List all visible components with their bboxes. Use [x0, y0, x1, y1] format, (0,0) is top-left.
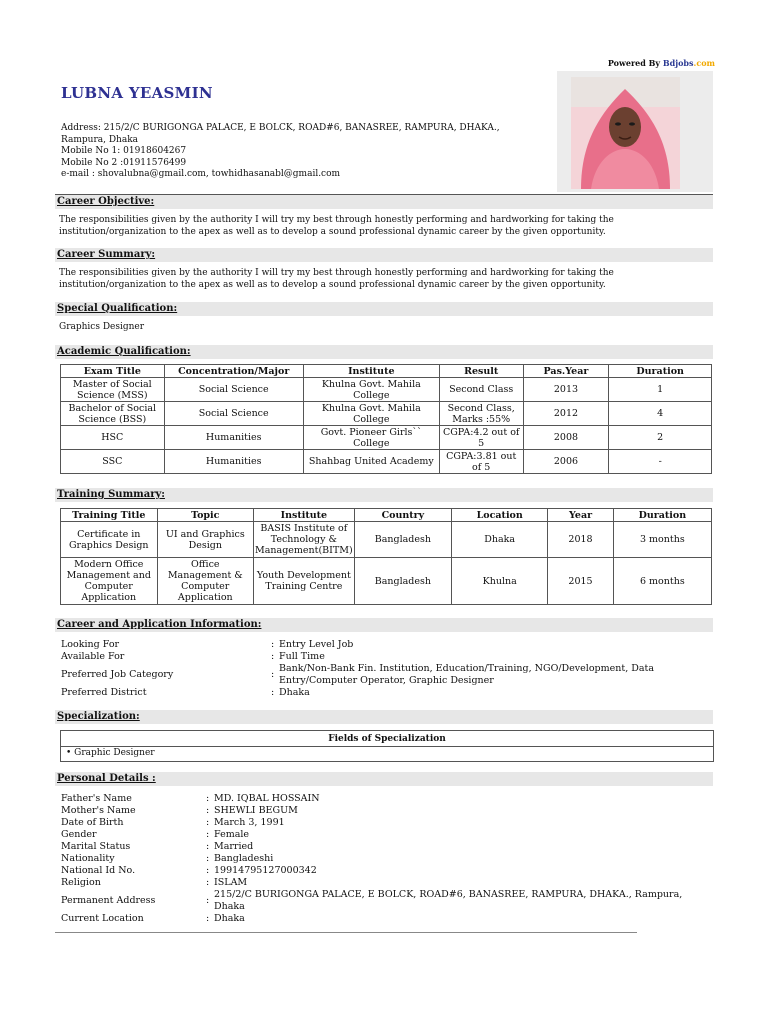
table-cell: HSC: [61, 426, 165, 450]
colon: :: [206, 829, 210, 840]
field-value: 215/2/C BURIGONGA PALACE, E BOLCK, ROAD#6, BANASREE, RAMPURA, DHAKA., Rampura, Dhaka: [214, 889, 683, 912]
colon: :: [271, 651, 275, 662]
field-value: MD. IQBAL HOSSAIN: [214, 793, 320, 804]
table-row: [61, 522, 712, 558]
table-cell: Second Class: [439, 378, 523, 402]
table-row: [61, 558, 712, 605]
list-item: [61, 687, 671, 699]
table-cell: UI and Graphics Design: [157, 522, 254, 558]
footer-divider: [55, 932, 637, 933]
list-item: [61, 805, 691, 817]
table-cell: 1: [609, 378, 712, 402]
section-title: Special Qualification:: [57, 303, 178, 314]
section-training-summary: [55, 488, 713, 502]
colon: :: [271, 687, 275, 698]
column-header: Result: [439, 365, 523, 378]
list-item: [61, 639, 671, 651]
table-cell: 6 months: [613, 558, 711, 605]
special-qualification-text: Graphics Designer: [59, 322, 145, 332]
field-label: Mother's Name: [61, 805, 136, 816]
field-value: Dhaka: [214, 913, 245, 924]
table-cell: 2006: [523, 450, 609, 474]
career-objective-text: The responsibilities given by the authority I will try my best through honestly performing and hardworking for taking the institution/organization to the apex as well as to develop a sound professional dynamic career by the given opportunity.: [59, 215, 614, 237]
table-row: [61, 426, 712, 450]
colon: :: [206, 817, 210, 828]
list-item: [61, 651, 671, 663]
column-header: Pas.Year: [523, 365, 609, 378]
column-header: Topic: [157, 509, 254, 522]
table-cell: Youth Development Training Centre: [254, 558, 355, 605]
list-item: [61, 889, 691, 913]
field-label: Preferred District: [61, 687, 147, 698]
section-career-application: [55, 618, 713, 632]
section-special-qualification: [55, 302, 713, 316]
section-title: Training Summary:: [57, 489, 165, 500]
field-value: March 3, 1991: [214, 817, 285, 828]
field-value: Married: [214, 841, 254, 852]
table-cell: Certificate in Graphics Design: [61, 522, 158, 558]
table-cell: CGPA:3.81 out of 5: [439, 450, 523, 474]
colon: :: [206, 913, 210, 924]
colon: :: [206, 877, 210, 888]
powered-prefix: Powered By: [607, 58, 663, 68]
table-cell: 2013: [523, 378, 609, 402]
list-item: [61, 829, 691, 841]
field-label: National Id No.: [61, 865, 136, 876]
section-specialization: [55, 710, 713, 724]
career-summary-text: The responsibilities given by the authority I will try my best through honestly performing and hardworking for taking the institution/organization to the apex as well as to develop a sound professional dynamic career by the given opportunity.: [59, 268, 614, 290]
field-value: Full Time: [279, 651, 325, 662]
field-value: Bank/Non-Bank Fin. Institution, Education/Training, NGO/Development, Data Entry/Computer Operator, Graphic Designer: [279, 663, 654, 686]
field-label: Looking For: [61, 639, 120, 650]
academic-table: [60, 364, 712, 474]
colon: :: [271, 639, 275, 650]
table-cell: 2012: [523, 402, 609, 426]
field-value: ISLAM: [214, 877, 248, 888]
column-header: Institute: [254, 509, 355, 522]
table-cell: 2018: [548, 522, 613, 558]
section-title: Personal Details :: [57, 773, 156, 784]
table-cell: Bachelor of Social Science (BSS): [61, 402, 165, 426]
section-career-summary: [55, 248, 713, 262]
section-academic-qualification: [55, 345, 713, 359]
table-cell: 3 months: [613, 522, 711, 558]
list-item: [61, 793, 691, 805]
table-cell: Office Management & Computer Application: [157, 558, 254, 605]
training-table: [60, 508, 712, 605]
section-title: Career Objective:: [57, 196, 155, 207]
section-title: Career Summary:: [57, 249, 156, 260]
list-item: [61, 865, 691, 877]
mobile-1: Mobile No 1: 01918604267: [61, 146, 187, 156]
table-cell: 4: [609, 402, 712, 426]
address-line: Address: 215/2/C BURIGONGA PALACE, E BOLCK, ROAD#6, BANASREE, RAMPURA, DHAKA., Rampura, Dhaka: [61, 123, 500, 145]
field-label: Current Location: [61, 913, 144, 924]
field-label: Religion: [61, 877, 101, 888]
table-cell: Social Science: [164, 402, 303, 426]
table-cell: Bangladesh: [354, 558, 451, 605]
photo-frame: [557, 71, 713, 192]
list-item: [61, 817, 691, 829]
colon: :: [206, 895, 210, 906]
field-label: Father's Name: [61, 793, 132, 804]
personal-details-list: [61, 793, 691, 925]
colon: :: [206, 865, 210, 876]
column-header: Country: [354, 509, 451, 522]
section-career-objective: [55, 195, 713, 209]
column-header: Concentration/Major: [164, 365, 303, 378]
field-label: Nationality: [61, 853, 115, 864]
field-value: Dhaka: [279, 687, 310, 698]
colon: :: [206, 805, 210, 816]
list-item: [61, 877, 691, 889]
colon: :: [206, 793, 210, 804]
table-cell: Second Class, Marks :55%: [439, 402, 523, 426]
table-cell: Modern Office Management and Computer Application: [61, 558, 158, 605]
table-row: [61, 450, 712, 474]
table-cell: 2015: [548, 558, 613, 605]
colon: :: [206, 841, 210, 852]
column-header: Year: [548, 509, 613, 522]
table-cell: 2008: [523, 426, 609, 450]
field-value: Bangladeshi: [214, 853, 274, 864]
field-value: Entry Level Job: [279, 639, 354, 650]
list-item: • Graphic Designer: [66, 748, 155, 758]
table-header-row: [61, 365, 712, 378]
column-header: Duration: [609, 365, 712, 378]
contact-block: [61, 123, 541, 181]
column-header: Exam Title: [61, 365, 165, 378]
list-item: [61, 841, 691, 853]
table-cell: 2: [609, 426, 712, 450]
colon: :: [206, 853, 210, 864]
table-cell: BASIS Institute of Technology & Management(BITM): [255, 523, 353, 556]
section-personal-details: [55, 772, 713, 786]
field-label: Gender: [61, 829, 97, 840]
field-value: SHEWLI BEGUM: [214, 805, 298, 816]
table-cell: Govt. Pioneer Girls`` College: [303, 426, 439, 450]
table-header-row: [61, 509, 712, 522]
field-label: Permanent Address: [61, 895, 156, 906]
colon: :: [271, 669, 275, 680]
section-title: Career and Application Information:: [57, 619, 262, 630]
column-header: Duration: [613, 509, 711, 522]
list-item: [61, 853, 691, 865]
table-cell: Social Science: [164, 378, 303, 402]
brand-bdjobs[interactable]: Bdjobs: [662, 58, 694, 68]
list-item: [61, 913, 691, 925]
list-item: [61, 663, 671, 687]
mobile-2: Mobile No 2 :01911576499: [61, 157, 187, 168]
powered-by: [608, 58, 715, 68]
column-header: Institute: [303, 365, 439, 378]
brand-com: .com: [693, 58, 715, 68]
field-label: Marital Status: [61, 841, 131, 852]
column-header: Training Title: [61, 509, 158, 522]
column-header: Location: [452, 509, 548, 522]
field-value: Female: [214, 829, 250, 840]
table-cell: SSC: [61, 450, 165, 474]
table-cell: Master of Social Science (MSS): [61, 378, 165, 402]
table-cell: Khulna Govt. Mahila College: [303, 402, 439, 426]
column-header: Fields of Specialization: [328, 734, 446, 744]
table-row: [61, 378, 712, 402]
divider: [61, 746, 713, 747]
table-cell: CGPA:4.2 out of 5: [439, 426, 523, 450]
email-line: e-mail : shovalubna@gmail.com, towhidhasanabl@gmail.com: [61, 169, 341, 179]
section-title: Specialization:: [57, 711, 140, 722]
field-label: Available For: [61, 651, 125, 662]
field-label: Preferred Job Category: [61, 669, 174, 680]
table-cell: -: [609, 450, 712, 474]
candidate-name: LUBNA YEASMIN: [61, 84, 213, 102]
table-cell: Humanities: [164, 426, 303, 450]
career-application-list: [61, 639, 671, 699]
field-value: 19914795127000342: [214, 865, 317, 876]
table-cell: Bangladesh: [354, 522, 451, 558]
table-cell: Khulna Govt. Mahila College: [303, 378, 439, 402]
table-cell: Shahbag United Academy: [303, 450, 439, 474]
section-title: Academic Qualification:: [57, 346, 191, 357]
specialization-table: [60, 730, 714, 762]
table-row: [61, 402, 712, 426]
table-cell: Humanities: [164, 450, 303, 474]
table-cell: Dhaka: [452, 522, 548, 558]
field-label: Date of Birth: [61, 817, 124, 828]
table-cell: Khulna: [452, 558, 548, 605]
profile-photo: [571, 77, 680, 189]
